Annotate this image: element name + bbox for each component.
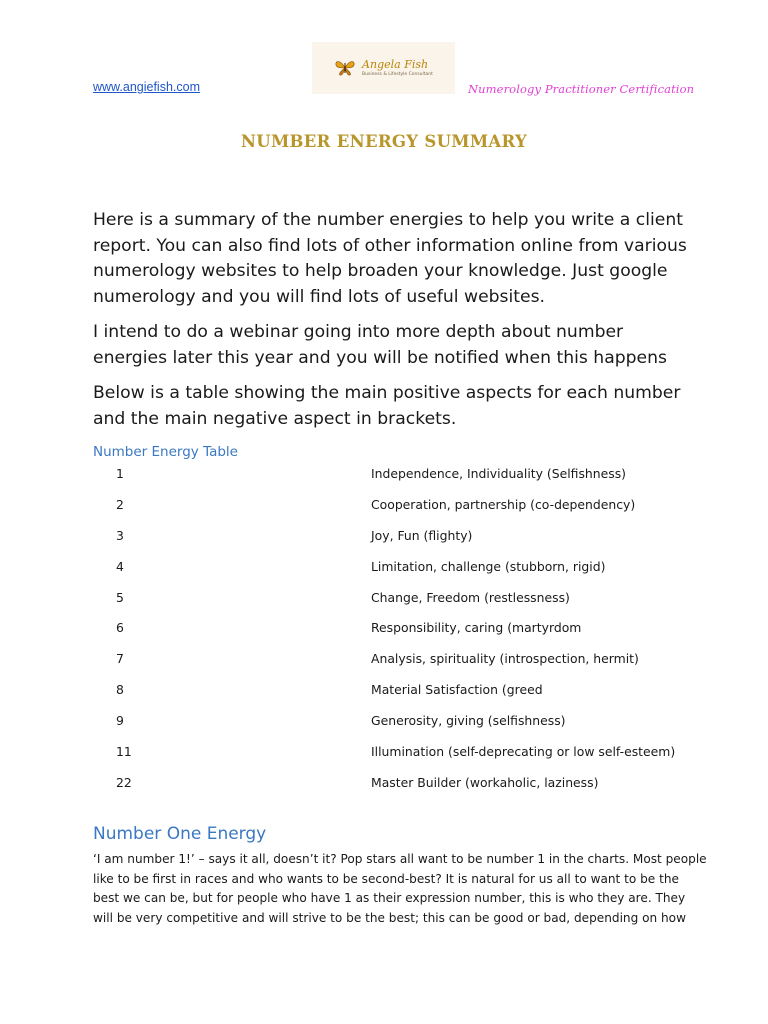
number-cell: 11 <box>116 743 132 759</box>
number-cell: 5 <box>116 589 124 605</box>
website-link[interactable]: www.angiefish.com <box>93 80 200 94</box>
aspects-cell: Responsibility, caring (martyrdom <box>371 620 582 636</box>
section-heading: Number One Energy <box>93 824 267 844</box>
aspects-cell: Limitation, challenge (stubborn, rigid) <box>371 558 606 574</box>
intro-text <box>93 208 693 442</box>
number-cell: 8 <box>116 682 124 698</box>
table-row <box>93 643 693 674</box>
body-line: like to be first in races and who wants to be second-best? It is natural for us all to want to be the <box>93 871 679 886</box>
page-title: NUMBER ENERGY SUMMARY <box>240 132 528 151</box>
aspects-cell: Joy, Fun (flighty) <box>371 527 473 543</box>
logo-tagline: Business & Lifestyle Consultant <box>362 71 433 77</box>
table-row <box>93 674 693 705</box>
table-row <box>93 582 693 613</box>
table-row <box>93 612 693 643</box>
aspects-cell: Analysis, spirituality (introspection, hermit) <box>371 651 639 667</box>
number-cell: 4 <box>116 558 124 574</box>
intro-paragraph: Here is a summary of the number energies to help you write a client report. You can also find lots of other information online from various numerology websites to help broaden your knowledge. Just google numerology and you will find lots of useful websites. <box>93 210 687 307</box>
number-cell: 2 <box>116 496 124 512</box>
logo-name: Angela Fish <box>362 57 429 71</box>
number-cell: 1 <box>116 465 124 481</box>
table-row <box>93 489 693 520</box>
number-cell: 22 <box>116 774 132 790</box>
number-cell: 9 <box>116 713 124 729</box>
table-row <box>93 736 693 767</box>
intro-paragraph: I intend to do a webinar going into more depth about number energies later this year and you will be notified when this happens <box>93 322 667 368</box>
aspects-cell: Independence, Individuality (Selfishness) <box>371 465 627 481</box>
section-body <box>93 850 707 928</box>
number-energy-table <box>93 458 693 798</box>
aspects-cell: Master Builder (workaholic, laziness) <box>371 774 599 790</box>
table-row <box>93 458 693 489</box>
aspects-cell: Material Satisfaction (greed <box>371 682 543 698</box>
aspects-cell: Cooperation, partnership (co-dependency) <box>371 496 636 512</box>
table-row <box>93 520 693 551</box>
butterfly-icon <box>334 59 356 77</box>
body-line: ‘I am number 1!’ – says it all, doesn’t it? Pop stars all want to be number 1 in the charts. Most people <box>93 852 707 866</box>
aspects-cell: Change, Freedom (restlessness) <box>371 589 570 605</box>
number-cell: 3 <box>116 527 124 543</box>
table-heading: Number Energy Table <box>93 444 238 460</box>
intro-paragraph: Below is a table showing the main positive aspects for each number and the main negative aspect in brackets. <box>93 383 681 429</box>
body-line: best we can be, but for people who have 1 as their expression number, this is who they are. They <box>93 891 686 906</box>
aspects-cell: Illumination (self-deprecating or low self-esteem) <box>371 743 676 759</box>
table-row <box>93 705 693 736</box>
body-line: will be very competitive and will strive to be the best; this can be good or bad, depending on how <box>93 910 686 925</box>
aspects-cell: Generosity, giving (selfishness) <box>371 713 566 729</box>
angela-fish-logo <box>312 42 455 94</box>
number-cell: 7 <box>116 651 124 667</box>
table-row <box>93 551 693 582</box>
table-row <box>93 767 693 798</box>
number-cell: 6 <box>116 620 124 636</box>
certification-title: Numerology Practitioner Certification <box>468 82 695 96</box>
